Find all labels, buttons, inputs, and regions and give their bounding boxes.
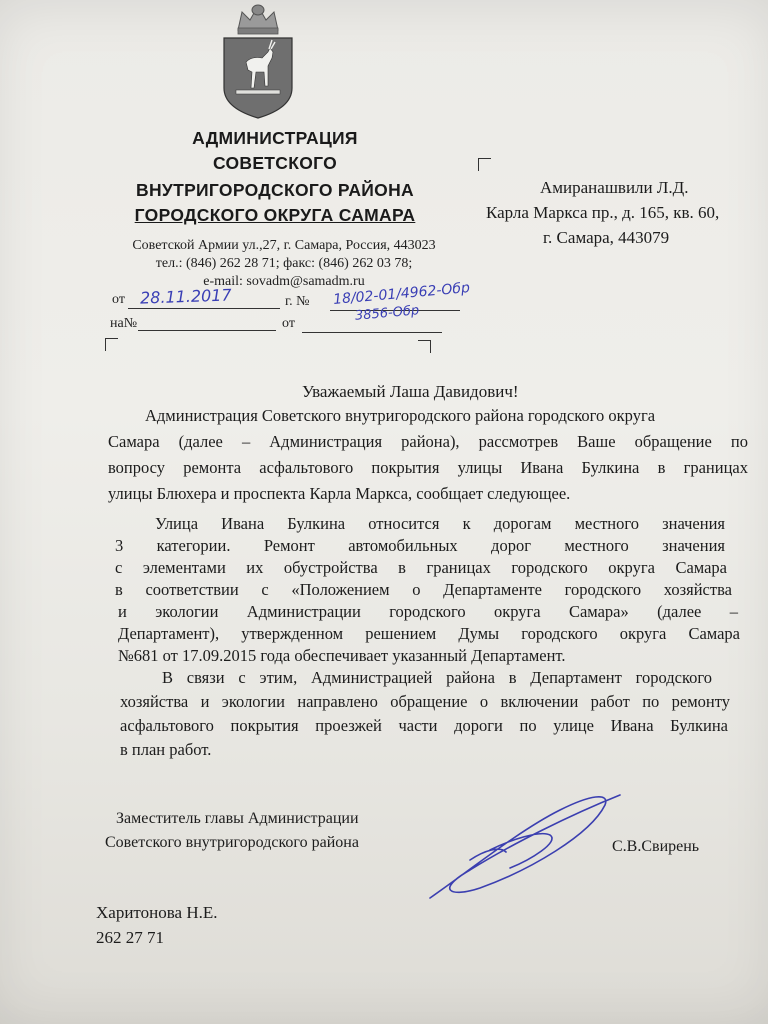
- paragraph-2-line: Улица Ивана Булкина относится к дорогам местного значения: [155, 514, 725, 533]
- paragraph-3-line: в план работ.: [120, 740, 212, 759]
- ref-prefix: на№: [110, 316, 138, 331]
- samara-coat-of-arms-icon: [212, 0, 304, 120]
- paragraph-2-line: Департамент), утвержденном решением Думы городского округа Самара: [118, 624, 740, 643]
- ref-from-prefix: от: [282, 316, 295, 331]
- org-line-1: АДМИНИСТРАЦИЯ: [192, 128, 358, 148]
- signatory-title-line-1: Заместитель главы Администрации: [116, 810, 359, 827]
- ref-from-underline: [302, 332, 442, 333]
- paragraph-1-line: Самара (далее – Администрация района), рассмотрев Ваше обращение по: [108, 432, 748, 451]
- ref-value: 3856-Обр: [354, 303, 420, 324]
- handwritten-signature: [410, 780, 630, 910]
- date-underline: [128, 308, 280, 309]
- recipient-street: Карла Маркса пр., д. 165, кв. 60,: [486, 203, 720, 222]
- address-line-2: тел.: (846) 262 28 71; факс: (846) 262 03 78;: [155, 256, 413, 271]
- signatory-name: С.В.Свирень: [612, 838, 700, 855]
- signatory-title-line-2: Советского внутригородского района: [105, 834, 359, 851]
- corner-mark: [478, 158, 491, 171]
- corner-mark: [418, 340, 431, 353]
- paragraph-3-line: асфальтового покрытия проезжей части дороги по улице Ивана Булкина: [120, 716, 728, 735]
- paragraph-1-line: вопросу ремонта асфальтового покрытия улицы Ивана Булкина в границах: [108, 458, 748, 477]
- paragraph-3-line: В связи с этим, Администрацией района в Департамент городского: [162, 668, 712, 687]
- address-line-1: Советской Армии ул.,27, г. Самара, Россия, 443023: [132, 238, 436, 253]
- recipient-name: Амиранашвили Л.Д.: [540, 178, 689, 197]
- paragraph-2-line: 3 категории. Ремонт автомобильных дорог местного значения: [115, 536, 725, 555]
- paragraph-2-line: с элементами их обустройства в границах городского округа Самара: [115, 558, 727, 577]
- date-prefix: от: [112, 292, 125, 307]
- paragraph-1-line: Администрация Советского внутригородского района городского округа: [145, 406, 656, 425]
- org-line-3: ВНУТРИГОРОДСКОГО РАЙОНА: [136, 180, 414, 200]
- date-value: 28.11.2017: [139, 285, 232, 308]
- executor-phone: 262 27 71: [96, 928, 164, 947]
- ref-underline: [138, 330, 276, 331]
- executor-name: Харитонова Н.Е.: [96, 903, 218, 922]
- recipient-city: г. Самара, 443079: [543, 228, 670, 247]
- org-line-2: СОВЕТСКОГО: [212, 153, 338, 173]
- paragraph-3-line: хозяйства и экологии направлено обращение о включении работ по ремонту: [120, 692, 730, 711]
- paragraph-2-line: в соответствии с «Положением о Департаменте городского хозяйства: [115, 580, 732, 599]
- org-line-4: ГОРОДСКОГО ОКРУГА САМАРА: [134, 205, 416, 225]
- salutation: Уважаемый Лаша Давидович!: [302, 382, 519, 401]
- number-value: 18/02-01/4962-Обр: [332, 280, 471, 308]
- address-line-3: e-mail: sovadm@samadm.ru: [203, 274, 365, 289]
- paragraph-2-line: и экологии Администрации городского округа Самара» (далее –: [118, 602, 738, 621]
- corner-mark: [105, 338, 118, 351]
- paragraph-1-line: улицы Блюхера и проспекта Карла Маркса, сообщает следующее.: [108, 484, 571, 503]
- number-prefix: г. №: [285, 294, 310, 309]
- paragraph-2-line: №681 от 17.09.2015 года обеспечивает указанный Департамент.: [118, 646, 566, 665]
